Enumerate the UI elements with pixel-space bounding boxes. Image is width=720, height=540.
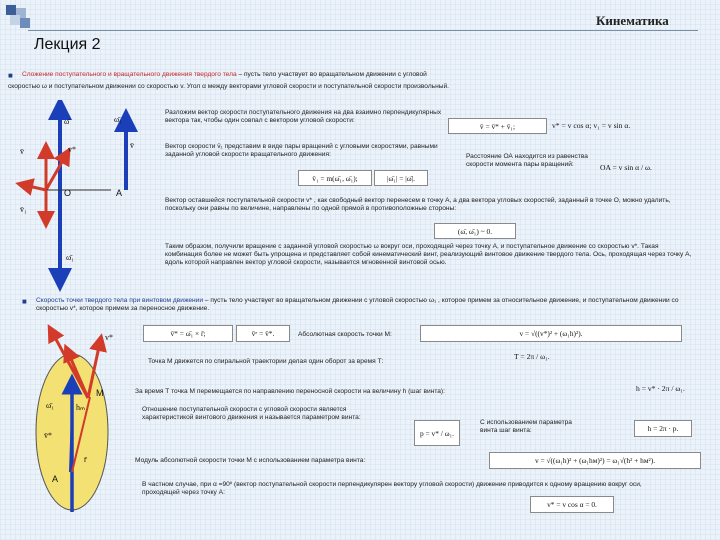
section2-lead	[36, 297, 691, 313]
v-vector	[46, 155, 66, 190]
label-hm: hₘ	[76, 403, 85, 412]
bullet-icon: ■	[22, 297, 27, 306]
formula-v-components: v* = v cos α; v₁ = v sin α.	[552, 121, 631, 130]
section1-paragraph-2: Вектор скорости v̄₁ представим в виде пары вращений с угловыми скоростями, равными заданной угловой скорости вращательного движения:	[165, 143, 438, 159]
label-point-a: A	[52, 474, 59, 484]
formula-modulus: v = √((ω₁h)² + (ω₁hм)²) = ω₁√(h² + hм²).	[489, 452, 701, 469]
formula-screw-parameter: p = v* / ω₁.	[414, 420, 460, 446]
section2-period-text: Точка М движется по спиральной траектории делая один оборот за время Т:	[148, 358, 384, 365]
label-point-a: A	[116, 188, 123, 198]
label-omega1: ω̄₁	[46, 401, 55, 410]
section1-lead-text: – пусть тело участвует во вращательном движении с угловой	[236, 71, 427, 78]
section2-pitch-via-parameter-text: С использованием параметра винта шаг винта:	[480, 419, 572, 435]
formula-v1-pair: v̄₁ = m(ω̄₁, ω̄₁);	[298, 170, 372, 186]
section1-paragraph-1: Разложим вектор скорости поступательного движения на два взаимно перпендикулярных вектора так, чтобы один совпал с вектором угловой скорости:	[165, 109, 442, 125]
formula-omega-pair-zero: (ω̄, ω̄₁) ~ 0.	[434, 223, 516, 239]
label-v: v̄	[20, 147, 24, 156]
label-omega: ω̄	[64, 117, 70, 126]
formula-omega1-equal: |ω̄₁| = |ω̄|.	[374, 170, 428, 186]
label-v-right: v̄	[130, 141, 134, 150]
label-point-o: O	[64, 188, 72, 198]
label-v1: v̄₁	[20, 205, 27, 214]
label-v-star: v*	[105, 333, 113, 342]
section2-pitch-text: За время Т точка М перемещается по направлению переносной скорости на величину h (шаг винта):	[135, 388, 445, 395]
label-v-star-small: v̄*	[44, 431, 52, 440]
lecture-title: Лекция 2	[34, 36, 101, 53]
header-divider	[28, 30, 698, 31]
label-omega1-top: ω̄₁	[114, 115, 123, 124]
section2-lead-text: – пусть тело участвует во вращательном движении с угловой скоростью ω₁ , которое примем за относительное движение, и поступательном движении со скоростью v*, которое примем за переносное движение.	[36, 297, 679, 313]
label-omega1-bottom: ω̄₁	[66, 253, 75, 262]
header-title: Кинематика	[596, 13, 669, 28]
label-v-star: v*	[68, 145, 76, 154]
section1-lead	[22, 71, 712, 79]
section1-paragraph-4: Вектор оставшейся поступательной скорости v* , как свободный вектор перенесем в точку А, а два вектора угловых скоростей, заданный в точке О, можно удалить, поскольку они равны по величине, направлены по одной прямой в противоположные стороны:	[165, 197, 671, 213]
helical-motion-diagram	[30, 322, 140, 532]
section2-modulus-text: Модуль абсолютной скорости точки М с использованием параметра винта:	[135, 457, 366, 464]
formula-pitch-via-parameter: h = 2π · p.	[634, 420, 692, 437]
label-point-m: M	[96, 388, 104, 398]
section2-lead-title: Скорость точки твердого тела при винтовом движении	[36, 297, 204, 304]
section1-lead-title: Сложение поступательного и вращательного движения твердого тела	[22, 71, 237, 78]
v1-vector	[24, 185, 46, 190]
formula-period: T = 2π / ω₁.	[514, 352, 550, 361]
screw-decomposition-diagram	[6, 100, 166, 300]
section1-paragraph-5: Таким образом, получили вращение с заданной угловой скоростью ω вокруг оси, проходящей через точку А, и поступательное движение со скоростью v*. Такая комбинация более не может быть упрощена и представляет собой кинематический винт, реализующий винтовое движение твердого тела. Ось, проходящая через точку А, вдоль которой направлен вектор угловой скорости, называется мгновенной винтовой осью.	[165, 243, 692, 267]
formula-ve: v̄ᵉ = v̄*.	[236, 325, 290, 342]
section1-paragraph-3: Расстояние ОА находится из равенства скорости момента пары вращений:	[466, 153, 588, 169]
section2-screw-parameter-text: Отношение поступательной скорости с угловой скорости является характеристикой винтового движения и называется параметром винта:	[142, 406, 361, 422]
formula-v-star-cross: v̄* = ω̄₁ × r̄;	[143, 325, 233, 342]
section1-line2: скоростью ω и поступательном движении со скоростью v. Угол α между векторами угловой скорости и поступательной скорости произвольный.	[8, 83, 450, 90]
formula-v-sum: v̄ = v̄* + v̄₁;	[448, 118, 547, 134]
section2-absolute-speed-label: Абсолютная скорость точки М:	[298, 331, 392, 338]
formula-pitch: h = v* · 2π / ω₁.	[636, 384, 685, 393]
formula-special-case: v* = v cos α = 0.	[530, 496, 614, 513]
formula-oa: OA = v sin α / ω.	[600, 163, 652, 172]
label-r: r̄	[84, 455, 87, 464]
formula-absolute-speed: v = √((v*)² + (ω₁h)²).	[420, 325, 682, 342]
section2-special-case-text: В частном случае, при α =90º (вектор поступательной скорости перпендикулярен вектору угловой скорости) движение приводится к одному вращению вокруг оси, проходящей через точку А:	[142, 481, 642, 497]
bullet-icon: ■	[8, 71, 13, 80]
